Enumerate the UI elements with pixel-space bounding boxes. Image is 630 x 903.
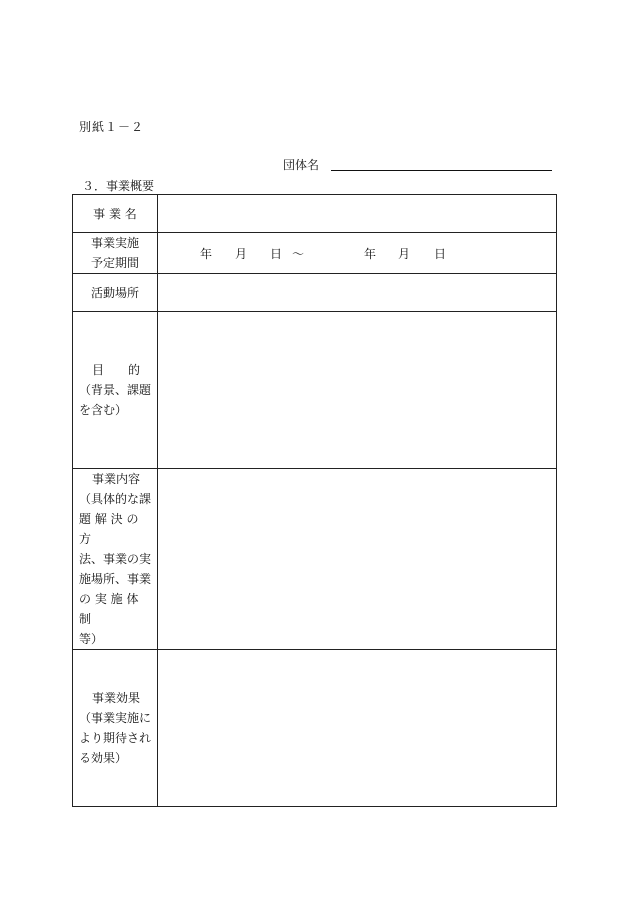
- period-tilde: ～: [292, 247, 305, 261]
- content-label-line-2: （具体的な課: [79, 492, 152, 506]
- purpose-label-line-1: 目 的: [91, 363, 140, 377]
- effect-label-line-2: （事業実施に: [79, 711, 152, 725]
- period-label-line-1: 事業実施: [90, 236, 139, 250]
- attachment-number: 別紙１－２: [79, 120, 145, 134]
- project-name-field[interactable]: [158, 195, 557, 233]
- project-effect-field[interactable]: [158, 650, 557, 807]
- project-period-field[interactable]: [158, 233, 557, 274]
- content-label-line-3: 題 解 決 の 方: [79, 512, 139, 546]
- start-month-label: 月: [235, 247, 248, 261]
- activity-place-field[interactable]: [158, 274, 557, 312]
- project-effect-label: [73, 650, 158, 807]
- end-year-label: 年: [364, 247, 377, 261]
- section-title: ３．事業概要: [82, 179, 155, 193]
- start-day-label: 日: [270, 247, 283, 261]
- table-row: [73, 274, 557, 312]
- table-row: [73, 312, 557, 469]
- organization-name-field[interactable]: [331, 170, 552, 171]
- project-period-label: [73, 233, 158, 274]
- effect-label-line-1: 事業効果: [91, 691, 140, 705]
- table-row: [73, 650, 557, 807]
- period-label-line-2: 予定期間: [90, 256, 139, 270]
- organization-name-label: 団体名: [283, 158, 320, 172]
- table-row: [73, 195, 557, 233]
- content-label-line-7: 等）: [79, 632, 104, 646]
- purpose-label-line-3: を含む）: [79, 403, 128, 417]
- activity-place-label-text: 活動場所: [90, 285, 139, 300]
- start-year-label: 年: [200, 247, 213, 261]
- table-row: [73, 233, 557, 274]
- end-month-label: 月: [398, 247, 411, 261]
- effect-label-line-4: る効果）: [79, 751, 128, 765]
- project-content-label: [73, 469, 158, 650]
- project-name-label-text: 事 業 名: [93, 206, 137, 221]
- content-label-line-1: 事業内容: [91, 472, 140, 486]
- purpose-field[interactable]: [158, 312, 557, 469]
- table-row: [73, 469, 557, 650]
- content-label-line-4: 法、事業の実: [79, 552, 152, 566]
- effect-label-line-3: より期待され: [79, 731, 152, 745]
- activity-place-label: [73, 274, 158, 312]
- project-content-field[interactable]: [158, 469, 557, 650]
- purpose-label-line-2: （背景、課題: [79, 383, 152, 397]
- end-day-label: 日: [434, 247, 447, 261]
- purpose-label: [73, 312, 158, 469]
- content-label-line-6: の 実 施 体 制: [79, 592, 139, 626]
- project-overview-table: [72, 194, 557, 807]
- project-name-label: [73, 195, 158, 233]
- content-label-line-5: 施場所、事業: [79, 572, 152, 586]
